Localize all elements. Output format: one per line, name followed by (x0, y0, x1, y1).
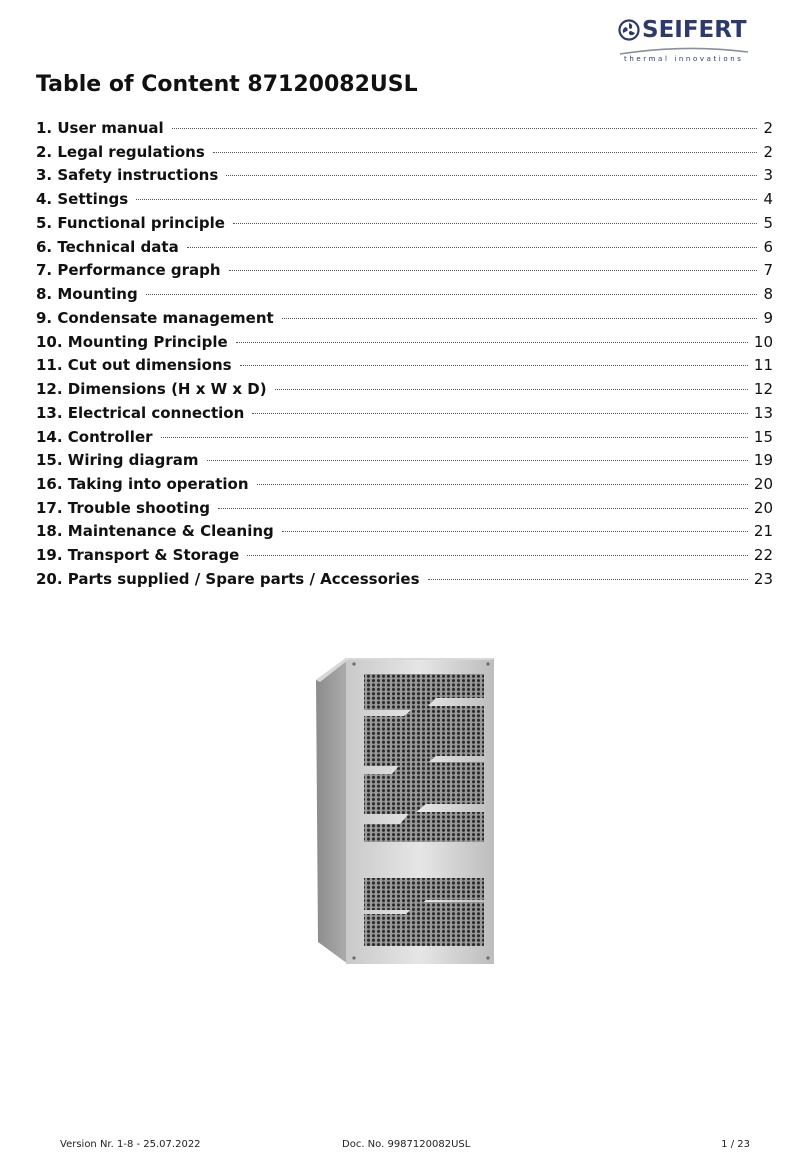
toc-entry-page[interactable]: 5 (763, 213, 773, 232)
toc-entry-page[interactable]: 7 (763, 261, 773, 280)
toc-entry[interactable] (36, 498, 773, 522)
toc-entry-label[interactable]: 3. Safety instructions (36, 166, 219, 185)
toc-entry-label[interactable]: 5. Functional principle (36, 213, 225, 232)
toc-entry[interactable] (36, 237, 773, 261)
toc-entry-label[interactable]: 9. Condensate management (36, 308, 274, 327)
toc-dot-leader (136, 199, 757, 200)
toc-entry[interactable] (36, 165, 773, 189)
toc-entry-page[interactable]: 13 (753, 403, 773, 422)
product-image (306, 652, 506, 966)
brand-logo (618, 14, 750, 66)
toc-entry[interactable] (36, 118, 773, 142)
toc-entry[interactable] (36, 379, 773, 403)
toc-entry-label[interactable]: 15. Wiring diagram (36, 451, 199, 470)
toc-entry-page[interactable]: 21 (753, 522, 773, 541)
toc-entry[interactable] (36, 332, 773, 356)
toc-entry-page[interactable]: 3 (763, 166, 773, 185)
toc-entry-page[interactable]: 6 (763, 237, 773, 256)
toc-entry-page[interactable]: 19 (753, 451, 773, 470)
toc-dot-leader (428, 579, 748, 580)
toc-entry-label[interactable]: 16. Taking into operation (36, 475, 249, 494)
toc-entry-label[interactable]: 11. Cut out dimensions (36, 356, 232, 375)
toc-entry-page[interactable]: 20 (753, 475, 773, 494)
toc-dot-leader (187, 247, 758, 248)
page-title: Table of Content 87120082USL (36, 72, 418, 97)
toc-dot-leader (207, 460, 748, 461)
toc-dot-leader (226, 175, 757, 176)
toc-entry[interactable] (36, 403, 773, 427)
toc-entry[interactable] (36, 450, 773, 474)
toc-entry-label[interactable]: 10. Mounting Principle (36, 332, 228, 351)
toc-entry-label[interactable]: 6. Technical data (36, 237, 179, 256)
footer-page-number: 1 / 23 (721, 1139, 750, 1150)
brand-name: SEIFERT (642, 17, 747, 43)
toc-entry[interactable] (36, 474, 773, 498)
toc-entry[interactable] (36, 308, 773, 332)
toc-dot-leader (229, 270, 758, 271)
toc-entry[interactable] (36, 189, 773, 213)
toc-entry-label[interactable]: 17. Trouble shooting (36, 498, 210, 517)
table-of-contents (36, 118, 773, 593)
toc-entry-page[interactable]: 23 (753, 569, 773, 588)
toc-dot-leader (275, 389, 748, 390)
toc-entry-label[interactable]: 7. Performance graph (36, 261, 221, 280)
toc-dot-leader (213, 152, 758, 153)
toc-entry-page[interactable]: 22 (753, 546, 773, 565)
toc-entry[interactable] (36, 213, 773, 237)
toc-entry[interactable] (36, 545, 773, 569)
toc-dot-leader (172, 128, 758, 129)
brand-tagline: thermal innovations (624, 55, 744, 63)
toc-entry[interactable] (36, 260, 773, 284)
toc-dot-leader (282, 531, 748, 532)
toc-entry-page[interactable]: 20 (753, 498, 773, 517)
toc-dot-leader (240, 365, 748, 366)
toc-entry-page[interactable]: 11 (753, 356, 773, 375)
toc-dot-leader (247, 555, 748, 556)
toc-entry-label[interactable]: 20. Parts supplied / Spare parts / Accessories (36, 569, 420, 588)
toc-entry[interactable] (36, 355, 773, 379)
toc-dot-leader (233, 223, 758, 224)
toc-entry-page[interactable]: 12 (753, 380, 773, 399)
toc-entry-page[interactable]: 9 (763, 308, 773, 327)
toc-entry-label[interactable]: 14. Controller (36, 427, 153, 446)
toc-dot-leader (282, 318, 758, 319)
footer-doc-number: Doc. No. 9987120082USL (342, 1139, 471, 1150)
toc-dot-leader (252, 413, 748, 414)
toc-dot-leader (161, 437, 748, 438)
toc-entry[interactable] (36, 427, 773, 451)
toc-dot-leader (257, 484, 748, 485)
fan-logo-icon (618, 19, 640, 41)
toc-entry-label[interactable]: 19. Transport & Storage (36, 546, 240, 565)
toc-entry-page[interactable]: 8 (763, 285, 773, 304)
toc-entry[interactable] (36, 142, 773, 166)
toc-entry-page[interactable]: 10 (753, 332, 773, 351)
toc-entry-page[interactable]: 2 (763, 119, 773, 137)
toc-entry-label[interactable]: 4. Settings (36, 190, 129, 209)
toc-entry-label[interactable]: 13. Electrical connection (36, 403, 245, 422)
toc-dot-leader (146, 294, 758, 295)
toc-entry[interactable] (36, 284, 773, 308)
toc-entry-label[interactable]: 18. Maintenance & Cleaning (36, 522, 274, 541)
toc-entry-label[interactable]: 12. Dimensions (H x W x D) (36, 380, 267, 399)
toc-entry[interactable] (36, 521, 773, 545)
toc-entry-page[interactable]: 15 (753, 427, 773, 446)
toc-dot-leader (236, 342, 748, 343)
toc-entry-page[interactable]: 4 (763, 190, 773, 209)
toc-entry-label[interactable]: 8. Mounting (36, 285, 138, 304)
footer-version: Version Nr. 1-8 - 25.07.2022 (60, 1139, 201, 1150)
toc-dot-leader (218, 508, 748, 509)
toc-entry[interactable] (36, 569, 773, 593)
toc-entry-label[interactable]: 2. Legal regulations (36, 142, 205, 161)
toc-entry-page[interactable]: 2 (763, 142, 773, 161)
toc-entry-label[interactable]: 1. User manual (36, 119, 164, 137)
